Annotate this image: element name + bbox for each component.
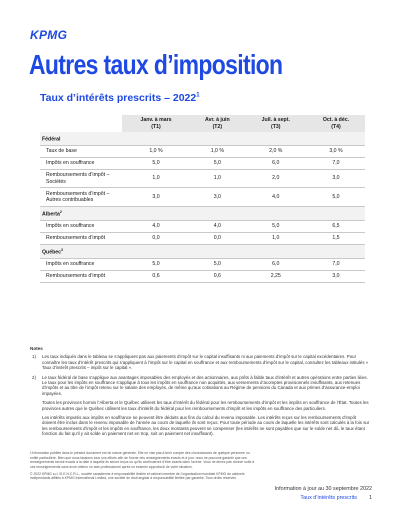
page-title: Autres taux d’imposition bbox=[29, 49, 283, 80]
table-header-blank bbox=[40, 115, 122, 132]
table-row bbox=[40, 169, 365, 187]
table-cell: 1,0 % bbox=[190, 146, 245, 158]
table-row bbox=[40, 220, 365, 232]
table-cell: 3,0 bbox=[122, 188, 190, 206]
row-label: Impôts en souffrance bbox=[40, 158, 122, 170]
column-header-q4: Oct. à déc. (T4) bbox=[307, 115, 365, 132]
table-cell: 1,5 bbox=[307, 232, 365, 244]
table-row bbox=[40, 270, 365, 282]
note-number: 1) bbox=[32, 354, 36, 360]
table-cell: 3,0 bbox=[307, 270, 365, 282]
table-cell: 7,0 bbox=[307, 158, 365, 170]
table-cell: 5,0 bbox=[245, 220, 307, 232]
row-label: Taux de base bbox=[40, 146, 122, 158]
table-cell: 5,0 bbox=[122, 258, 190, 270]
note-text: Les taux indiqués dans le tableau se s’appliquent pas aux paiements d’impôt sur le capital insuffisants ni aux paiements d’impôt sur le capital excédentaires. Pour connaître les taux d’intérêt prescrits qui s’appliquent à l’impôt sur le capital en souffrance et aux remboursements d’impôt sur le capital, consultez les tableaux intitulés « Taux d’intérêt prescrits – impôt sur le capital ». bbox=[42, 354, 369, 371]
section-row-alberta bbox=[40, 206, 365, 220]
column-header-q2: Avr. à juin (T2) bbox=[190, 115, 245, 132]
table-cell: 3,0 % bbox=[307, 146, 365, 158]
table-cell: 2,0 % bbox=[245, 146, 307, 158]
table-cell: 7,0 bbox=[307, 258, 365, 270]
interest-rates-table bbox=[40, 115, 365, 283]
updated-date: Information à jour au 30 septembre 2022 bbox=[274, 486, 372, 492]
note-paragraph: Les intérêts imputés aux impôts en souffrance ne peuvent être déduits aux fins du calcul du revenu imposable. Les intérêts reçus sur les remboursements d’impôt doivent être inclus dans le revenu imposable de l’année au cours de laquelle ils sont reçus. Pour toute période au cours de laquelle les intérêts sont calculés à la fois sur les remboursements d’impôt et les impôts en souffrance, les deux montants peuvent se compenser (les intérêts ne sont payables que sur le solde net dû, le taux étant fonction du fait qu’il y ait solde un paiement net en trop, soit un paiement net insuffisant). bbox=[42, 415, 370, 437]
section-row-federal bbox=[40, 132, 365, 146]
note-item bbox=[30, 354, 370, 370]
table-row bbox=[40, 146, 365, 158]
table-cell: 2,0 bbox=[245, 169, 307, 187]
disclaimer-paragraph: L’information publiée dans le présent document est de nature générale. Elle ne vise pas à tenir compte des circonstances de quelque personne ou entité particulière. Bien que nous fassions tous nos efforts afin de fournir des renseignements exacts et à jour, nous ne pouvons garantir que ces renseignements seront exacts à la date à laquelle ils seront reçus ou qu’ils continueront d’être exacts dans l’avenir. Vous ne devez pas donner suite à ces renseignements sans avoir obtenu un avis professionnel après un examen approfondi de votre situation. bbox=[30, 451, 255, 469]
table-cell: 4,0 bbox=[122, 220, 190, 232]
column-header-q1: Janv. à mars (T1) bbox=[122, 115, 190, 132]
row-label: Remboursements d’impôt bbox=[40, 270, 122, 282]
table-cell: 3,0 bbox=[307, 169, 365, 187]
page-number: 1 bbox=[369, 495, 372, 501]
kpmg-logo bbox=[30, 28, 67, 42]
table-row bbox=[40, 158, 365, 170]
copyright-paragraph: © 2022 KPMG s.r.l./S.E.N.C.R.L., société canadienne à responsabilité limitée et cabinet membre de l’organisation mondiale KPMG de cabinets indépendants affiliés à KPMG International Limited, une société de droit anglais à responsabilité limitée par garantie. Tous droits réservés. bbox=[30, 471, 245, 481]
table-cell: 6,5 bbox=[307, 220, 365, 232]
table-cell: 6,0 bbox=[245, 258, 307, 270]
table-row bbox=[40, 188, 365, 206]
note-item bbox=[30, 375, 370, 397]
table-cell: 1,0 bbox=[122, 169, 190, 187]
table-cell: 0,0 bbox=[122, 232, 190, 244]
notes-heading: Notes bbox=[30, 346, 43, 351]
note-number: 2) bbox=[32, 374, 36, 380]
table-title bbox=[40, 92, 200, 104]
section-label: Québec$^3$ bbox=[40, 244, 365, 258]
column-header-q3: Juil. à sept. (T3) bbox=[245, 115, 307, 132]
table-row bbox=[40, 258, 365, 270]
note-text: Le taux fédéral de base s’applique aux avantages imposables des employés et des actionnaires, aux prêts à faible taux d’intérêt et autres opérations entre parties liées. Le taux pour les impôts en souffrance s’applique à tous les impôts en souffrance non acquittés, aux versements d’acomptes provisionnels insuffisants, aux retenues d’impôts et au titre de l’impôt retenu sur le salaire des employés, de même qu’aux cotisations au Régime de pensions du Canada et aux primes d’assurance-emploi impayées. bbox=[42, 374, 368, 396]
table-cell: 4,0 bbox=[190, 220, 245, 232]
table-cell: 5,0 bbox=[190, 258, 245, 270]
table-title-text: Taux d’intérêts prescrits – 2022 bbox=[40, 92, 197, 104]
table-cell: 0,6 bbox=[122, 270, 190, 282]
row-label: Remboursements d’impôt – Autres contribuables bbox=[40, 188, 122, 206]
legal-disclaimer bbox=[30, 451, 258, 484]
page-footer bbox=[300, 495, 372, 501]
table-cell: 0,6 bbox=[190, 270, 245, 282]
notes-section bbox=[30, 346, 370, 441]
table-cell: 0,0 bbox=[190, 232, 245, 244]
section-label: Alberta$^2$ bbox=[40, 206, 365, 220]
footer-doc-name: Taux d’intérêts prescrits bbox=[300, 495, 357, 501]
table-cell: 6,0 bbox=[245, 158, 307, 170]
table-cell: 3,0 bbox=[190, 188, 245, 206]
row-label: Impôts en souffrance bbox=[40, 258, 122, 270]
note-paragraph: Toutes les provinces hormis l’Alberta et le Québec utilisent les taux d’intérêt du fédéral pour les remboursements d’impôt et les impôts en souffrance de l’État. Toutes les provinces autres que le Québec utilisent les taux d’intérêt du fédéral pour les remboursements d’impôt et les impôts en souffrance des particuliers. bbox=[42, 400, 369, 411]
table-cell: 2,25 bbox=[245, 270, 307, 282]
table-cell: 5,0 bbox=[307, 188, 365, 206]
row-label: Impôts en souffrance bbox=[40, 220, 122, 232]
table-cell: 1,0 bbox=[245, 232, 307, 244]
row-label: Remboursements d’impôt bbox=[40, 232, 122, 244]
table-cell: 5,0 bbox=[122, 158, 190, 170]
table-title-ref: 1 bbox=[196, 92, 200, 99]
table-cell: 1,0 % bbox=[122, 146, 190, 158]
table-cell: 4,0 bbox=[245, 188, 307, 206]
table-row bbox=[40, 232, 365, 244]
table-cell: 5,0 bbox=[190, 158, 245, 170]
row-label: Remboursements d’impôt – Sociétés bbox=[40, 169, 122, 187]
table-header-row bbox=[40, 115, 365, 132]
section-label: Fédéral bbox=[40, 132, 365, 146]
table-cell: 1,0 bbox=[190, 169, 245, 187]
section-row-quebec bbox=[40, 244, 365, 258]
kpmg-logo-text: KPMG bbox=[30, 28, 68, 42]
